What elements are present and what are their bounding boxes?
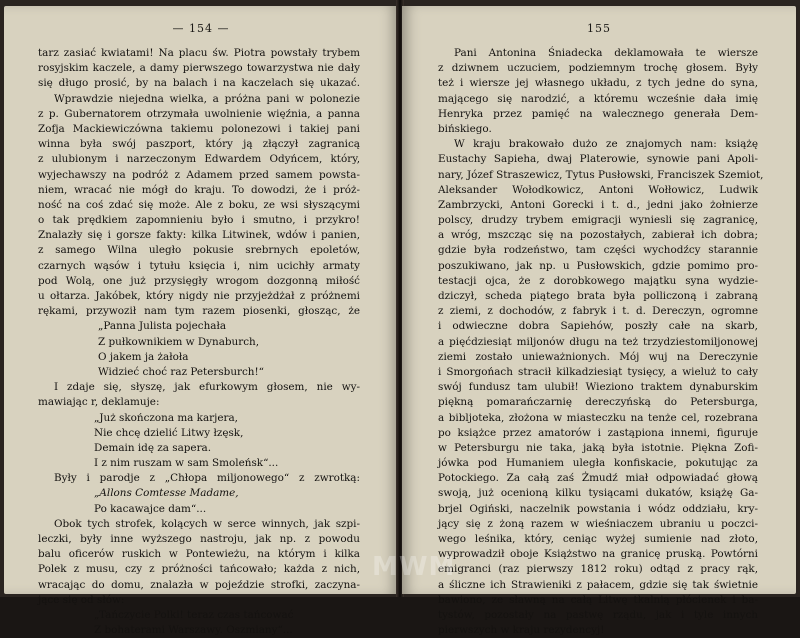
text-line: piękną pomarańczarnię dereczyńską do Petersburga, [438,396,758,409]
text-line: a wróg, mszcząc się na pozostałych, zabierał ich dobra; [438,229,758,242]
text-line: a bibljoteka, złożona w miasteczku na tenże cel, rozebrana [438,411,758,424]
text-line: Aleksander Wołodkowicz, Antoni Wołłowicz, Ludwik [438,183,758,196]
verse-line: Po kacawajce dam“... [94,502,207,515]
text-line: o tak prędkiem zapomnieniu było i smutno, i przykro! [38,214,360,227]
text-line: polscy, drudzy trybem emigracji wyniesli się zagranicę, [438,214,758,227]
left-page [4,6,398,637]
text-line: też i wiersze jej własnego układu, z tych jedne do syna, [438,77,758,90]
text-line: tystów, pozostały na pastwę rządu, jak i tyle innych [438,608,758,621]
text-line: brjel Ogiński, naczelnik powstania i wódz oddziału, kry- [438,502,758,515]
verse-line: „Już skończona ma karjera, [94,411,238,424]
text-line: mawiając r, deklamuje: [38,396,160,409]
text-line: tarz zasiać kwiatami! Na placu św. Piotra powstały trybem [38,47,360,59]
watermark: MWM [372,552,456,582]
text-line: nary, Józef Straszewicz, Tytus Pusłowski, Franciszek Szemiot, [438,168,764,181]
text-line: rękami, przywoził nam tym razem piosenki, głosząc, że [38,305,360,318]
text-line: swoją, już ocenioną kilku tysiącami dukatów, książę Ga- [438,487,758,500]
text-line: pod Wolą, one już przysięgły wrogom dozgonną miłość [38,274,360,287]
verse-line: „Tańczycie Polki! teraz czas tańcować [94,608,294,621]
text-line: Pani Antonina Śniadecka deklamowała te wiersze [454,47,758,59]
left-page-text [38,46,360,638]
text-line: Eustachy Sapieha, dwaj Platerowie, synowie pani Apoli- [438,153,758,166]
text-line: a pięćdziesiąt miljonów długu na też trzydziestomiljonowej [438,335,758,348]
text-line: Zambrzycki, Antoni Gorecki i t. d., jedni jako żołnierze [438,198,758,211]
text-line: w Petersburgu nie taka, jaką była istotnie. Piękna Zofi- [438,441,758,454]
text-line: a śliczne ich Strawieniki z pałacem, gdzie się tak świetnie [438,578,758,591]
text-line: wego leśnika, który, ceniąc wyżej sumienie nad złoto, [438,533,758,545]
text-line: swój fundusz tam ulubił! Wieziono traktem dynaburskim [438,381,758,394]
text-line: wracając do domu, znalazła w pojeździe strofki, zaczyna- [38,578,360,591]
text-line: po książce przez amatorów i zastąpiona innemi, figuruje [438,426,758,439]
text-line: balu oficerów ruskich w Pontewieżu, na którym i kilka [38,548,360,561]
text-line: winna była swój paszport, który ją złączył zagranicą [38,138,360,151]
text-line: wyprowadził oboje Książstwo na granicę pruską. Powtórni [438,548,758,561]
page-number-right: 155 [587,22,611,35]
text-line: Henryka przez pamięć na walecznego generała Dem- [438,107,758,120]
text-line: z ziemi, z dochodów, z fabryk i t. d. Dereczyn, ogromne [438,305,758,318]
verse-line: „Panna Julista pojechała [98,320,227,333]
text-line: z p. Gubernatorem otrzymała uwolnienie więźnia, a panna [38,107,360,120]
text-line: poszukiwano, jak np. u Pusłowskich, gdzie pomimo pro- [438,259,758,272]
text-line: i Smorgońach stracił kilkadziesiąt tysięcy, a wieluż to cały [438,365,758,378]
text-line: wyjechawszy na podróż z Adamem przed samem powsta- [38,168,360,181]
right-page [372,6,796,637]
text-line: jące się od słów: [38,593,125,606]
text-line: jący się z żoną razem w wieśniaczem ubraniu u poczci- [438,517,758,530]
text-line: Wprawdzie niejedna wielka, a próżna pani w polonezie [54,92,360,105]
text-line: niem, wracać nie mógł do kraju. To dowodzi, że i próż- [38,183,360,196]
verse-line: Nie chcę dzielić Litwy łzęsk, [94,426,244,439]
verse-line: O jakem ja żałoła [98,350,189,363]
text-line: gdzie była rodzeństwo, tam części wychodźcy starannie [438,244,758,257]
text-line: pierwszych w kraju rezydencyj! [438,624,605,637]
text-line: Polek z musu, czy z próżności tańcowało; każda z nich, [38,563,360,576]
page-number-left: — 154 — [172,22,230,35]
text-line: Znalazły się i gorsze fakty: kilka Litwinek, wdów i panien, [38,229,360,242]
text-line: bawiono, ze sławną na całą Litwę tkalnią płócienek i ba- [438,593,758,606]
text-line: Potockiego. Za całą zaś Żmudź miał odpowiadać głową [438,472,758,485]
verse-line: „Allons Comtesse Madame, [94,487,239,500]
verse-line: I z nim ruszam w sam Smoleńsk“... [94,457,279,470]
verse-line: Demain idę za sapera. [94,441,212,454]
text-line: jówka pod Humaniem uległa konfiskacie, pokutując za [438,457,758,470]
text-line: W kraju brakowało dużo ze znajomych nam: książę [454,138,758,151]
text-line: ziemi zostało unieważnionych. Mój wuj na Dereczynie [438,350,758,363]
text-line: testacji ojca, że z dorobkowego majątku syna wydzie- [438,274,758,287]
text-line: i odwieczne dobra Sapiehów, poszły całe na skarb, [438,320,758,333]
text-line: Obok tych strofek, kolących w serce winnych, jak szpi- [54,517,360,530]
text-line: emigranci (raz pierwszy 1812 roku) odtąd z pracy rąk, [438,563,758,576]
text-line: rosyjskim kaczele, a damy pierwszego towarzystwa nie dały [38,62,360,75]
text-line: z ulubionym i narzeczonym Edwardem Odyńcem, który, [38,153,360,166]
verse-line: Z pułkownikiem w Dynaburch, [98,335,260,348]
text-line: z samego Wilna uległo pokusie srebrnych epoletów, [38,244,360,257]
text-line: mającego się narodzić, a któremu wcześnie dała imię [438,92,758,105]
text-line: u ołtarza. Jakóbek, który nigdy nie przyjeżdżał z próżnemi [38,290,360,302]
verse-line: Widzieć choć raz Petersburch!“ [98,365,264,378]
text-line: ność na coś zdać się może. Ale z boku, ze wsi słyszącymi [38,198,360,211]
text-line: Były i parodje z „Chłopa miljonowego“ z zwrotką: [54,472,360,485]
text-line: z dziwnem uczuciem, podziemnym trochę głosem. Były [438,62,758,75]
text-line: I zdaje się, słyszę, jak efurkowym głosem, nie wy- [54,381,360,394]
text-line: się długo prosić, by na balach i na kaczelach się ukazać. [38,77,360,90]
text-line: bińskiego. [438,122,492,135]
right-page-text [438,46,764,638]
text-line: Zofja Mackiewiczówna takiemu polonezowi i takiej pani [38,122,360,135]
verse-line: Z bohaterami Warszawy. Oszmiany“... [94,624,293,637]
text-line: dziczył, scheda piątego brata była polliczoną i zabraną [438,290,758,302]
text-line: leczki, były inne wyższego nastroju, jak np. z powodu [38,533,360,545]
text-line: czarnych wąsów i tytułu księcia i, nim ucichły armaty [38,259,360,272]
